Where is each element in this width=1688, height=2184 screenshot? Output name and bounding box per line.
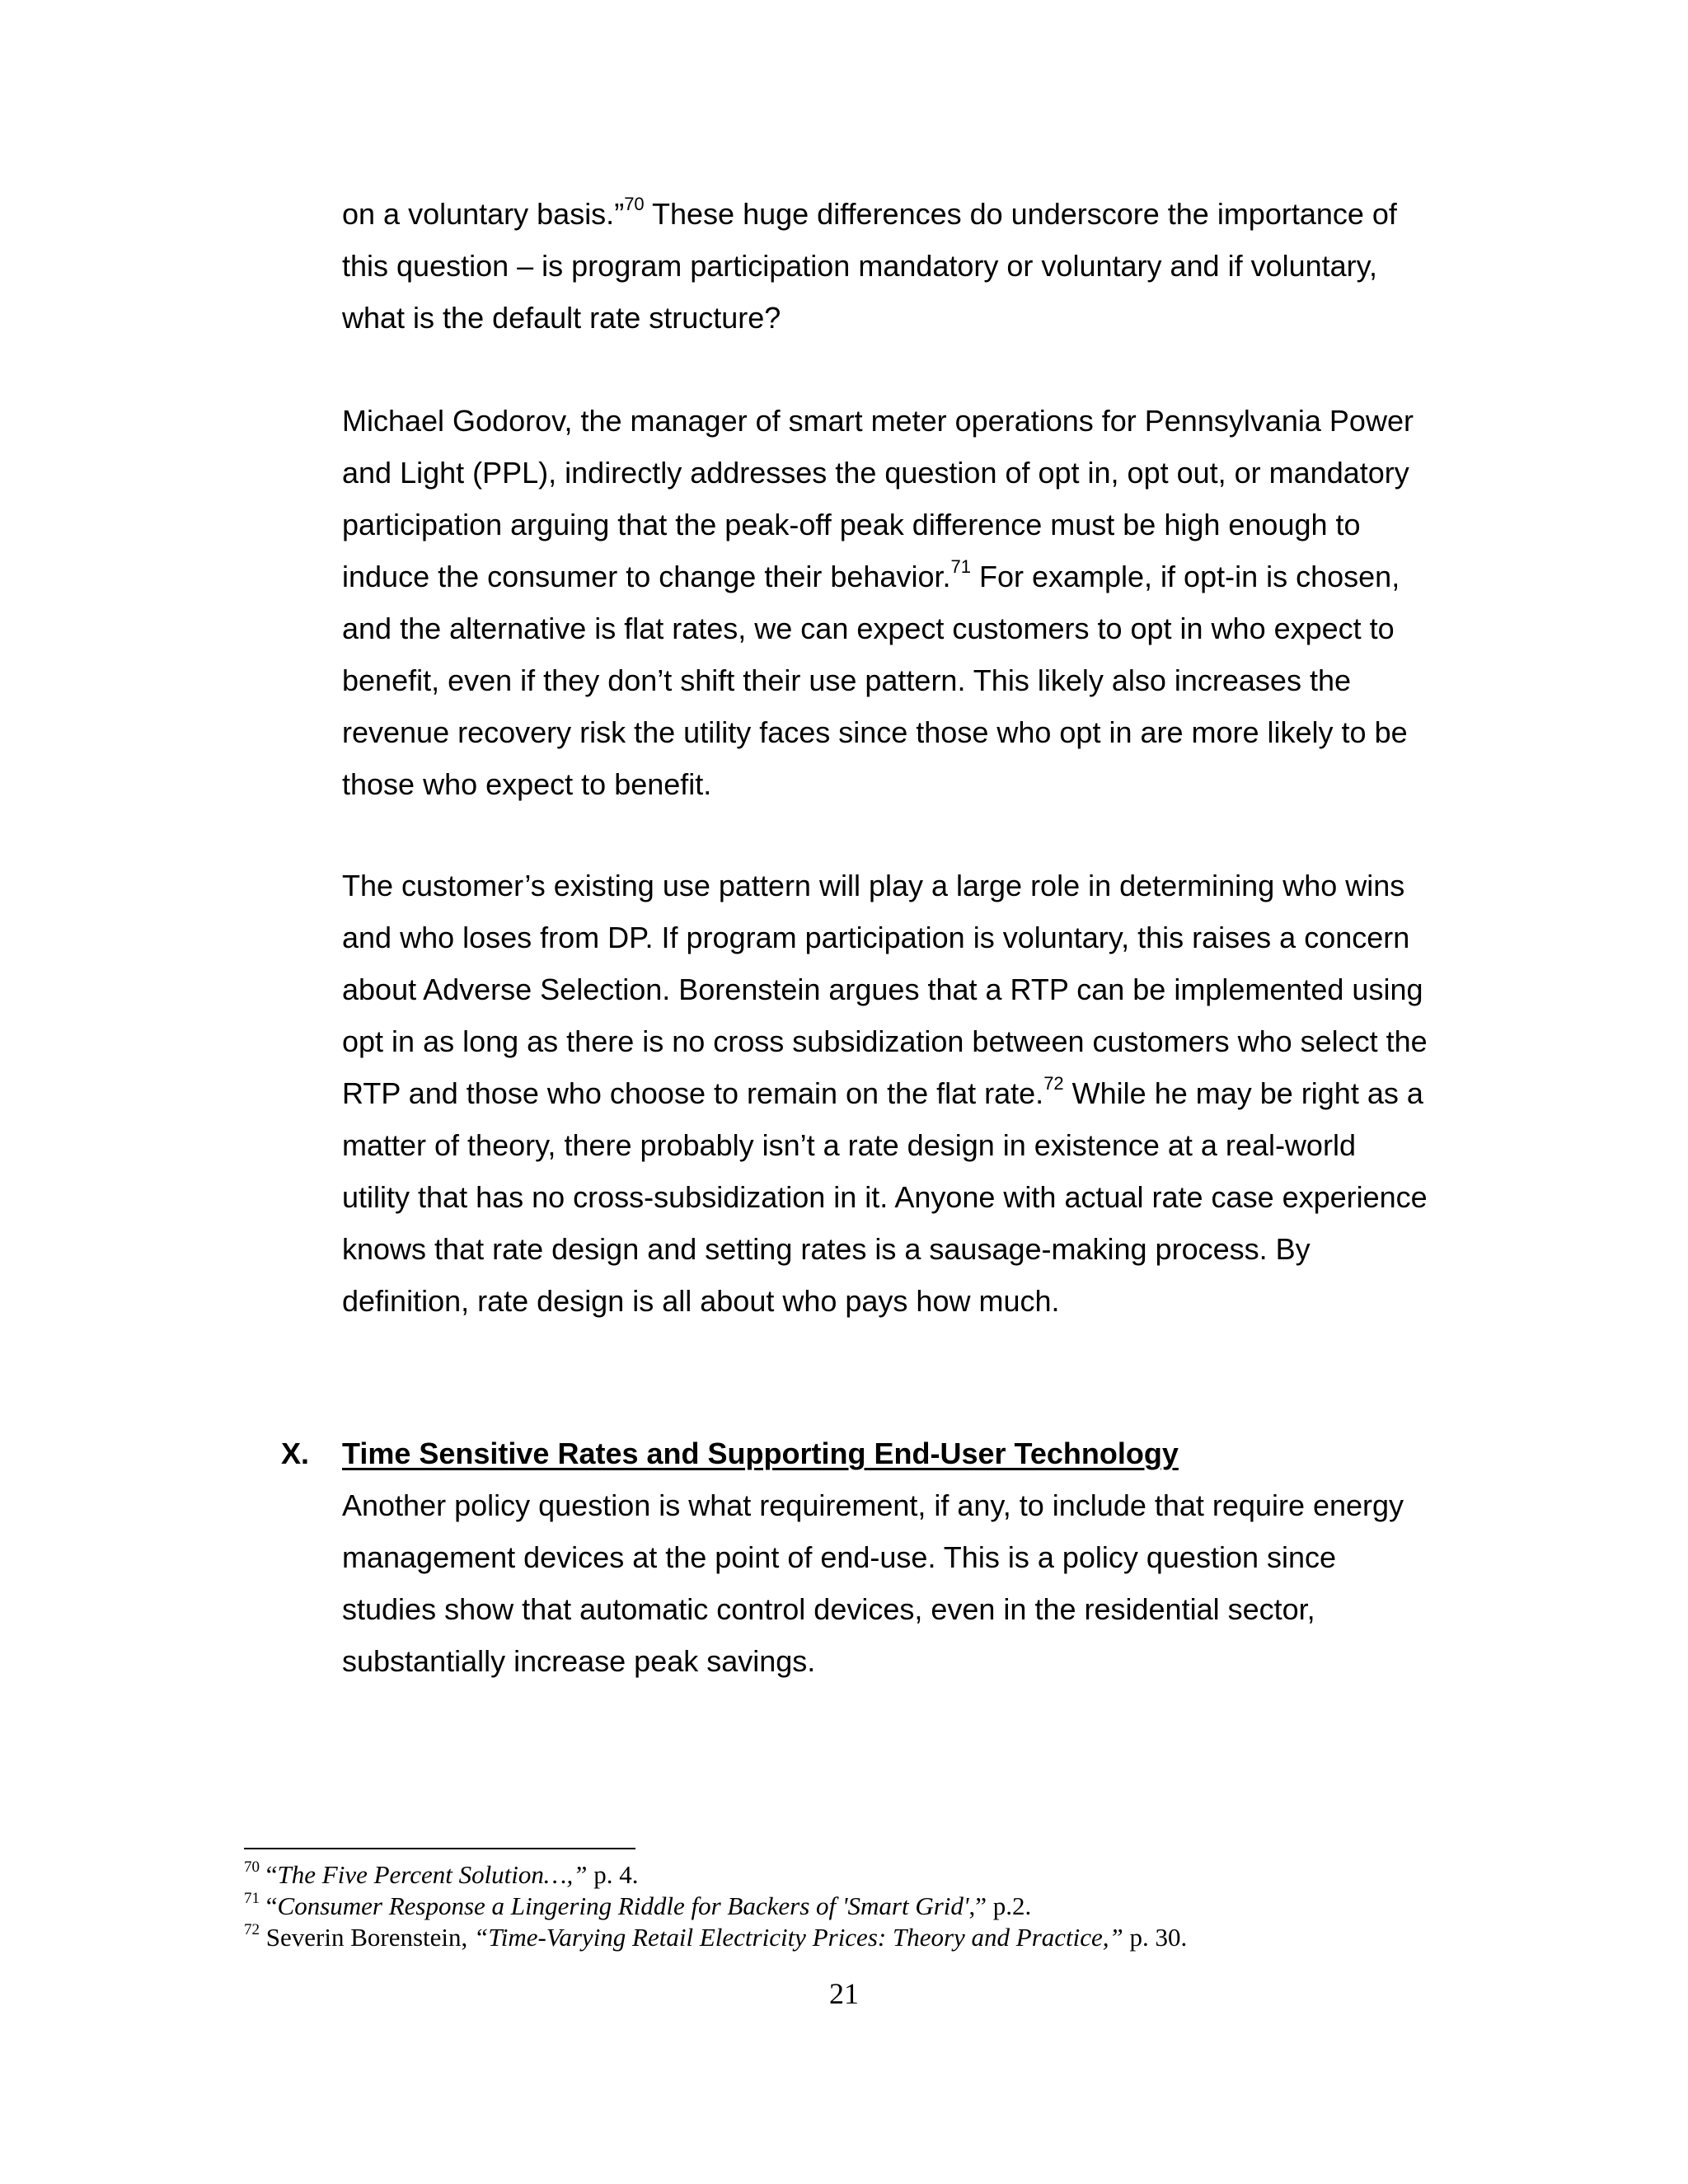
footnote-pre: “ xyxy=(265,1891,278,1920)
paragraph-3-text-a: The customer’s existing use pattern will play a large role in determining who wins and who loses from DP. If program participation is voluntary, this raises a concern about Adverse Selection. Borenstein argues that a RTP can be implemented using opt in as long as there is no cross subsidization between customers who select the RTP and those who choose to remain on the flat rate. xyxy=(342,869,1428,1110)
footnote-separator xyxy=(244,1848,635,1849)
paragraph-3-text-b: While he may be right as a matter of theory, there probably isn’t a rate design in existence at a real-world utility that has no cross-subsidization in it. Anyone with actual rate case experience knows that rate design and setting rates is a sausage-making process. By definition, rate design is all about who pays how much. xyxy=(342,1076,1428,1318)
footnote-title: Consumer Response a Lingering Riddle for Backers of 'Smart Grid' xyxy=(277,1891,969,1920)
paragraph-3 xyxy=(342,860,1430,1327)
footnotes xyxy=(244,1859,1480,1953)
section-x xyxy=(281,1427,1430,1687)
footnote-70 xyxy=(244,1859,1480,1891)
paragraph-text xyxy=(342,860,1430,1327)
section-number: X. xyxy=(281,1436,310,1470)
paragraph-1 xyxy=(342,188,1430,344)
footnote-71 xyxy=(244,1891,1480,1922)
paragraph-1-text-b: These huge differences do underscore the importance of this question – is program participation mandatory or voluntary and if voluntary, what is the default rate structure? xyxy=(342,197,1397,335)
paragraph-text xyxy=(342,188,1430,344)
section-body: Another policy question is what requirement, if any, to include that require energy management devices at the point of end-use. This is a policy question since studies show that automatic control devices, even in the residential sector, substantially increase peak savings. xyxy=(342,1488,1404,1678)
paragraph-2-text-b: For example, if opt-in is chosen, and the alternative is flat rates, we can expect customers to opt in who expect to benefit, even if they don’t shift their use pattern. This likely also increases the revenue recovery risk the utility faces since those who opt in are more likely to be those who expect to benefit. xyxy=(342,560,1408,801)
footnote-post: p. 30. xyxy=(1123,1923,1188,1952)
footnote-number: 72 xyxy=(244,1920,260,1938)
footnote-post: p. 4. xyxy=(587,1860,639,1889)
footnote-pre: “ xyxy=(265,1860,278,1889)
paragraph-2 xyxy=(342,395,1430,810)
footnote-post: ,” p.2. xyxy=(968,1891,1032,1920)
page-number: 21 xyxy=(829,1977,859,2010)
footnote-72 xyxy=(244,1922,1480,1953)
footnote-ref-72[interactable]: 72 xyxy=(1043,1073,1064,1094)
footnote-number: 71 xyxy=(244,1889,260,1907)
footnote-title: “Time-Varying Retail Electricity Prices: Theory and Practice,” xyxy=(474,1923,1123,1952)
footnote-number: 70 xyxy=(244,1858,260,1876)
footnote-pre: Severin Borenstein, xyxy=(265,1923,475,1952)
section-heading: Time Sensitive Rates and Supporting End-User Technology xyxy=(342,1436,1179,1470)
paragraph-1-text-a: on a voluntary basis.” xyxy=(342,197,625,231)
footnote-title: The Five Percent Solution…,” xyxy=(277,1860,588,1889)
paragraph-2-text-a: Michael Godorov, the manager of smart meter operations for Pennsylvania Power and Light (PPL), indirectly addresses the question of opt in, opt out, or mandatory participation arguing that the peak-off peak difference must be high enough to induce the consumer to change their behavior. xyxy=(342,404,1414,593)
footnote-ref-70[interactable]: 70 xyxy=(624,194,645,214)
footnote-ref-71[interactable]: 71 xyxy=(950,556,971,577)
paragraph-text xyxy=(342,395,1430,810)
